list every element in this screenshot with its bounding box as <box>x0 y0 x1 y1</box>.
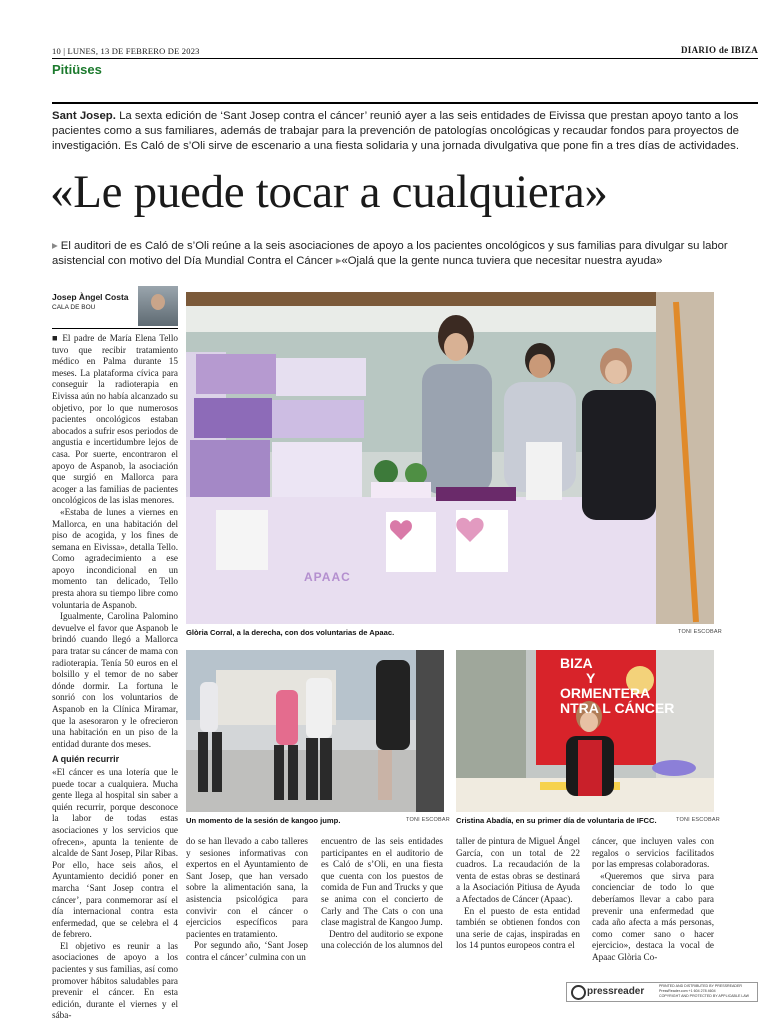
author-avatar <box>138 286 178 326</box>
paragraph: ■ El padre de María Elena Tello tuvo que recibir tratamiento médico en Palma durante 15 meses. La plataforma cívica para conseguir la radioterapia en Eivissa aún no había alcanzado su objetivo, por lo que numerosos pacientes oncológicos estaban abocados a sufrir esos periodos de angustia e incertidumbre lejos de casa. Por suerte, encontraron el apoyo de Aspanob, la asociación que surgió en Mallorca para acoger a las familias de pacientes oncológicos de las islas menores. <box>52 333 178 506</box>
kangoo-photo-illustration <box>186 650 444 812</box>
newspaper-name: DIARIO de IBIZA <box>680 45 758 55</box>
kangoo-caption: Un momento de la sesión de kangoo jump. <box>186 816 341 825</box>
ifcc-caption: Cristina Abadía, en su primer día de voluntaria de IFCC. <box>456 816 657 825</box>
lead-text: La sexta edición de ‘Sant Josep contra el cáncer’ reunió ayer a las seis entidades de Eivissa que prestan apoyo tanto a los pacientes como a sus familiares, además de trabajar para la prevención de patologías oncológicas y recaudar fondos para proyectos de investigación. Es Caló de s’Oli sirve de escenario a una fiesta solidaria y una jornada divulgativa que pone fin a tres días de actividades. <box>52 110 740 152</box>
paragraph: Por segundo año, ‘Sant Josep contra el cáncer’ culmina con un <box>186 940 308 962</box>
ifcc-banner-line: Y <box>586 670 596 686</box>
paragraph: El objetivo es reunir a las asociaciones de apoyo a los pacientes y sus familias, así como promover hábitos saludables para prevenir el cáncer. En esta edición, durante el viernes y el sába- <box>52 940 178 1021</box>
main-photo-caption: Glòria Corral, a la derecha, con dos voluntarias de Apaac. <box>186 628 395 637</box>
bullet-arrow-icon: ▸ <box>52 240 58 252</box>
article-column-3 <box>321 836 443 952</box>
subhead-part1: El auditori de es Caló de s’Oli reúne a la seis asociaciones de apoyo a los pacientes oncológicos y sus familias para divulgar su labor asistencial con motivo del Día Mundial Contra el Cáncer <box>52 240 728 267</box>
pressreader-logo-icon <box>571 985 586 1000</box>
ifcc-banner-line: NTRA L CÁNCER <box>560 700 675 716</box>
author-place: CALA DE BOU <box>52 304 96 311</box>
subheadline <box>52 239 764 269</box>
fineprint-line: PressReader.com +1 604 278 4604 <box>659 989 716 993</box>
author-name: Josep Àngel Costa <box>52 292 129 302</box>
paragraph: «Queremos que sirva para concienciar de todo lo que deberíamos llevar a cabo para prevenir una enfermedad que cada año afecta a más personas, como comer sano o hacer ejercicio», destaca la vocal de Apaac Glòria Co- <box>592 870 714 962</box>
kangoo-credit: TONI ESCOBAR <box>406 817 450 823</box>
subheading: A quién recurrir <box>52 754 120 765</box>
byline-rule <box>52 328 178 329</box>
section-rule <box>52 102 758 104</box>
paragraph: En el puesto de esta entidad también se obtienen fondos con una serie de cajas, inspiradas en los 14 puntos europeos contra el <box>456 905 580 951</box>
bullet-arrow-icon: ▸ <box>335 255 342 267</box>
ifcc-banner-line: ORMENTERA <box>560 685 651 701</box>
article-column-2 <box>186 836 308 964</box>
paragraph: «Estaba de lunes a viernes en Mallorca, en una habitación del piso de acogida, y los fines de semana en Eivissa», detalla Tello. Como agradecimiento a ese apoyo incondicional en un momento tan delicado, Tello presta ahora su tiempo libre como voluntaria de Aspanob. <box>52 506 178 610</box>
byline <box>52 292 178 328</box>
paragraph-text: El padre de María Elena Tello tuvo que recibir tratamiento médico en Palma durante 15 meses. La plataforma cívica para conseguir la radioterapia en Eivissa aún no había alcanzado su objetivo, por lo que numerosos pacientes oncológicos estaban abocados a sufrir esos periodos de angustia e incertidumbre lejos de casa. Por suerte, encontraron el apoyo de Aspanob, la asociación que surgió en Mallorca para acoger a las familias de pacientes oncológicos de las islas menores. <box>52 333 178 506</box>
kangoo-photo <box>186 650 444 812</box>
paragraph: taller de pintura de Miguel Ángel García, con un total de 22 cuadros. La recaudación de la venta de estas obras se destinará a la Asociación Pitiusa de Ayuda a Afectados de Cáncer (Apaac). <box>456 836 580 904</box>
article-column-5 <box>592 836 714 964</box>
article-column-1 <box>52 333 178 1022</box>
header-rule <box>52 58 758 59</box>
subhead-part2: «Ojalá que la gente nunca tuviera que necesitar nuestra ayuda» <box>341 255 663 267</box>
lead-paragraph <box>52 109 758 154</box>
ifcc-banner-line: BIZA <box>560 655 593 671</box>
fineprint-line: PRINTED AND DISTRIBUTED BY PRESSREADER <box>659 984 743 988</box>
article-column-4 <box>456 836 580 952</box>
lead-place: Sant Josep. <box>52 110 116 122</box>
ifcc-photo <box>456 650 714 812</box>
paragraph: cáncer, que incluyen vales con regalos o servicios facilitados por las empresas colaboradoras. <box>592 836 714 870</box>
pressreader-fineprint <box>659 984 749 999</box>
section-title: Pitiüses <box>52 62 102 77</box>
headline: «Le puede tocar a cualquiera» <box>50 166 608 218</box>
paragraph: Dentro del auditorio se expone una colección de los alumnos del <box>321 928 443 951</box>
fineprint-line: COPYRIGHT AND PROTECTED BY APPLICABLE LAW <box>659 994 750 998</box>
paragraph: encuentro de las seis entidades participantes en el auditorio de es Caló de s’Oli, en una fiesta que cuenta con los puestos de comida de Fun and Trucks y que se anima con el concierto de Carly and The Cats o con una clase magistral de Kangoo Jump. <box>321 836 443 928</box>
main-photo <box>186 292 714 624</box>
main-photo-credit: TONI ESCOBAR <box>678 629 722 635</box>
paragraph: Igualmente, Carolina Palomino devuelve el favor que Aspanob le brindó cuando llegó a Mallorca para tratar su cáncer de mama con radioterapia. Tenía 50 euros en el bolsillo y el temor de no saber dónde dormir. La fortuna le sonrió con los voluntarios de Aspanob en la Clínica Miramar, que la asesoraron y le ofrecieron una habitación en un piso de la entidad durante dos meses. <box>52 611 178 749</box>
main-photo-illustration <box>186 292 714 624</box>
pressreader-badge[interactable] <box>566 982 758 1002</box>
ifcc-credit: TONI ESCOBAR <box>676 817 720 823</box>
paragraph: «El cáncer es una lotería que le puede tocar a cualquiera. Mucha gente llega al hospital sin saber a quién recurrir, porque desconoce la labor de todas estas asociaciones y los servicios que ofrecen», apunta la teniente de alcalde de Sant Josep, Pilar Ribas. Por ello, hace seis años, el Ayuntamiento decidió poner en marcha ‘Sant Josep contra el cáncer’, para conmemorar así el día internacional contra esta enfermedad, que se celebra el 4 de febrero. <box>52 766 178 940</box>
main-photo-banner: APAAC <box>304 570 351 584</box>
paragraph: do se han llevado a cabo talleres y sesiones informativas con expertos en el Ayuntamiento de Sant Josep, que han versado sobre la alimentación sana, la asistencia psicológica para convivir con el cáncer o ejercicios específicos para pacientes en tratamiento. <box>186 836 308 939</box>
ifcc-banner <box>560 656 674 716</box>
pressreader-brand: pressreader <box>587 986 645 997</box>
page-folio: 10 | LUNES, 13 DE FEBRERO DE 2023 <box>52 46 200 56</box>
